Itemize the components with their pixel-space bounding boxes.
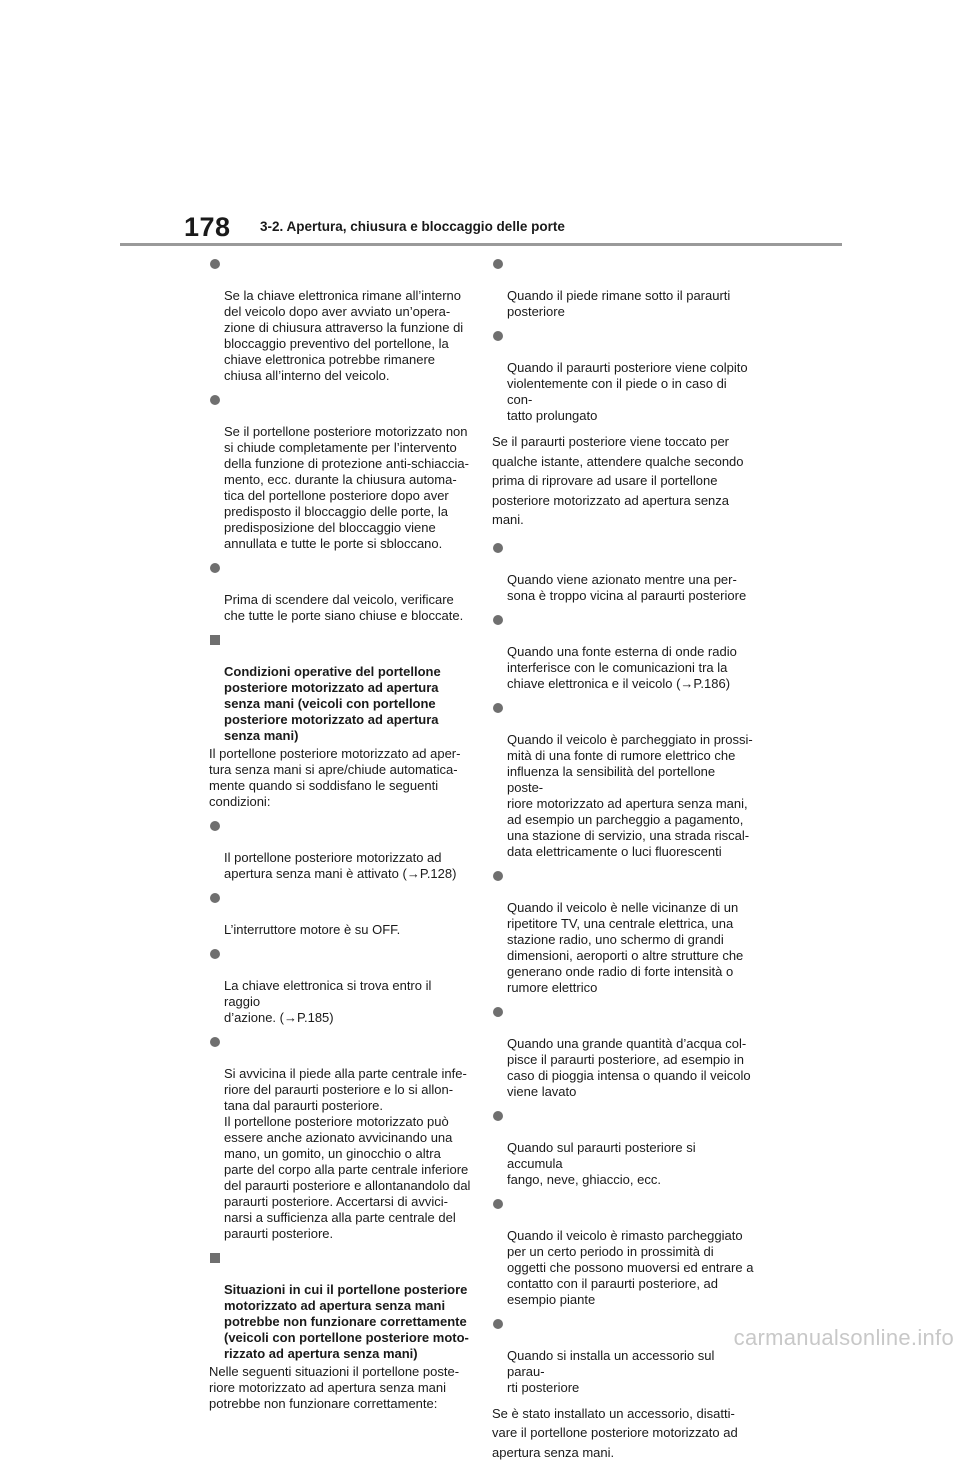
list-item bbox=[209, 946, 471, 1026]
bullet-icon bbox=[493, 703, 503, 713]
paragraph: Se è stato installato un accessorio, disatti- vare il portellone posteriore motorizzato ad apertura senza mani. bbox=[492, 1405, 738, 1460]
bullet-icon bbox=[210, 395, 220, 405]
bullet-icon bbox=[493, 1319, 503, 1329]
page-header bbox=[0, 0, 960, 250]
bullet-icon bbox=[493, 331, 503, 341]
bullet-icon bbox=[493, 871, 503, 881]
bullet-text: Se la chiave elettronica rimane all’interno del veicolo dopo aver avviato un’opera- zione di chiusura attraverso la funzione di bloccaggio preventivo del portellone, la chiave elettronica potrebbe rimanere chiusa all’interno del veicolo. bbox=[224, 288, 464, 383]
list-item bbox=[209, 1034, 471, 1242]
bullet-text: L’interruttore motore è su OFF. bbox=[224, 922, 401, 937]
header-divider bbox=[120, 243, 842, 246]
bullet-icon bbox=[493, 1199, 503, 1209]
paragraph: Il portellone posteriore motorizzato ad aper- tura senza mani si apre/chiude automatica- mente quando si soddisfano le seguenti condizioni: bbox=[209, 746, 461, 809]
list-item bbox=[209, 392, 471, 552]
bullet-text: Si avvicina il piede alla parte centrale infe- riore del paraurti posteriore e lo si allon- tana dal paraurti posteriore. Il portellone posteriore motorizzato può essere anche azionato avvicinando una mano, un gomito, un ginocchio o altra parte del corpo alla parte centrale inferiore del paraurti posteriore e allontanandolo dal paraurti posteriore. Accertarsi di avvici- narsi a sufficienza alla parte centrale del paraurti posteriore. bbox=[224, 1066, 471, 1241]
list-item bbox=[492, 1196, 754, 1308]
paragraph: Se il paraurti posteriore viene toccato per qualche istante, attendere qualche secondo prima di riprovare ad usare il portellone posteriore motorizzato ad apertura senza mani. bbox=[492, 434, 744, 527]
bullet-icon bbox=[210, 259, 220, 269]
watermark: carmanualsonline.info bbox=[733, 1325, 954, 1350]
bullet-text: Quando il veicolo è nelle vicinanze di un ripetitore TV, una centrale elettrica, una stazione radio, uno schermo di grandi dimensioni, aeroporti o altre strutture che generano onde radio di forte intensità o rumore elettrico bbox=[507, 899, 744, 995]
bullet-text: Il portellone posteriore motorizzato ad apertura senza mani è attivato (→P.128) bbox=[224, 850, 457, 881]
section-title: 3-2. Apertura, chiusura e bloccaggio delle porte bbox=[260, 219, 565, 234]
list-item bbox=[209, 890, 471, 938]
bullet-text: Quando si installa un accessorio sul parau- rti posteriore bbox=[507, 1347, 715, 1395]
list-item bbox=[492, 1316, 754, 1396]
bullet-text: Quando una grande quantità d’acqua col- pisce il paraurti posteriore, ad esempio in caso di pioggia intensa o quando il veicolo viene lavato bbox=[507, 1035, 751, 1099]
bullet-text: Se il portellone posteriore motorizzato non si chiude completamente per l’intervento della funzione di protezione anti-schiaccia- mento, ecc. durante la chiusura automa- tica del portellone posteriore dopo aver predisposto il bloccaggio delle porte, la predisposizione del bloccaggio viene annullata e tutte le porte si sbloccano. bbox=[224, 424, 469, 551]
square-bullet-icon bbox=[210, 635, 220, 645]
page-number: 178 bbox=[184, 212, 231, 242]
bullet-icon bbox=[493, 543, 503, 553]
list-item bbox=[492, 612, 754, 692]
bullet-icon bbox=[210, 949, 220, 959]
left-column bbox=[209, 256, 471, 1420]
list-item bbox=[492, 328, 754, 424]
list-item bbox=[209, 560, 471, 624]
bullet-text: Quando il veicolo è rimasto parcheggiato per un certo periodo in prossimità di oggetti che possono muoversi ed entrare a contatto con il paraurti posteriore, ad esempio piante bbox=[507, 1227, 754, 1307]
bullet-icon bbox=[493, 1111, 503, 1121]
subheading-text: Condizioni operative del portellone posteriore motorizzato ad apertura senza mani (veicoli con portellone posteriore motorizzato ad apertura senza mani) bbox=[224, 664, 441, 743]
list-item bbox=[492, 700, 754, 860]
bullet-text: Quando una fonte esterna di onde radio interferisce con le comunicazioni tra la chiave elettronica e il veicolo (→P.186) bbox=[507, 643, 737, 691]
bullet-text: Quando viene azionato mentre una per- sona è troppo vicina al paraurti posteriore bbox=[507, 571, 747, 603]
bullet-icon bbox=[210, 1037, 220, 1047]
bullet-text: Quando sul paraurti posteriore si accumula fango, neve, ghiaccio, ecc. bbox=[507, 1139, 696, 1187]
bullet-text: Prima di scendere dal veicolo, verificare che tutte le porte siano chiuse e bloccate. bbox=[224, 592, 464, 623]
list-item bbox=[209, 256, 471, 384]
subheading-operating-conditions bbox=[209, 632, 471, 744]
bullet-text: Quando il piede rimane sotto il paraurti posteriore bbox=[507, 288, 731, 319]
list-item bbox=[492, 1108, 754, 1188]
bullet-icon bbox=[210, 563, 220, 573]
bullet-text: La chiave elettronica si trova entro il raggio d’azione. (→P.185) bbox=[224, 978, 432, 1025]
bullet-text: Quando il veicolo è parcheggiato in prossi- mità di una fonte di rumore elettrico che influenza la sensibilità del portellone poste- riore motorizzato ad apertura senza mani, ad esempio un parcheggio a pagamento, una stazione di servizio, una strada riscal- data elettricamente o luci fluorescenti bbox=[507, 731, 753, 859]
list-item bbox=[492, 1004, 754, 1100]
list-item bbox=[209, 818, 471, 882]
list-item bbox=[492, 868, 754, 996]
bullet-icon bbox=[210, 893, 220, 903]
subheading-malfunction-situations bbox=[209, 1250, 471, 1362]
subheading-text: Situazioni in cui il portellone posteriore motorizzato ad apertura senza mani potrebbe non funzionare correttamente (veicoli con portellone posteriore moto- rizzato ad apertura senza mani) bbox=[224, 1282, 469, 1361]
list-item bbox=[492, 540, 754, 604]
square-bullet-icon bbox=[210, 1253, 220, 1263]
bullet-icon bbox=[493, 615, 503, 625]
paragraph: Nelle seguenti situazioni il portellone poste- riore motorizzato ad apertura senza mani potrebbe non funzionare correttamente: bbox=[209, 1364, 460, 1411]
list-item bbox=[492, 256, 754, 320]
bullet-icon bbox=[210, 821, 220, 831]
bullet-icon bbox=[493, 1007, 503, 1017]
bullet-icon bbox=[493, 259, 503, 269]
right-column bbox=[492, 256, 754, 1472]
bullet-text: Quando il paraurti posteriore viene colpito violentemente con il piede o in caso di con- tatto prolungato bbox=[507, 360, 748, 423]
